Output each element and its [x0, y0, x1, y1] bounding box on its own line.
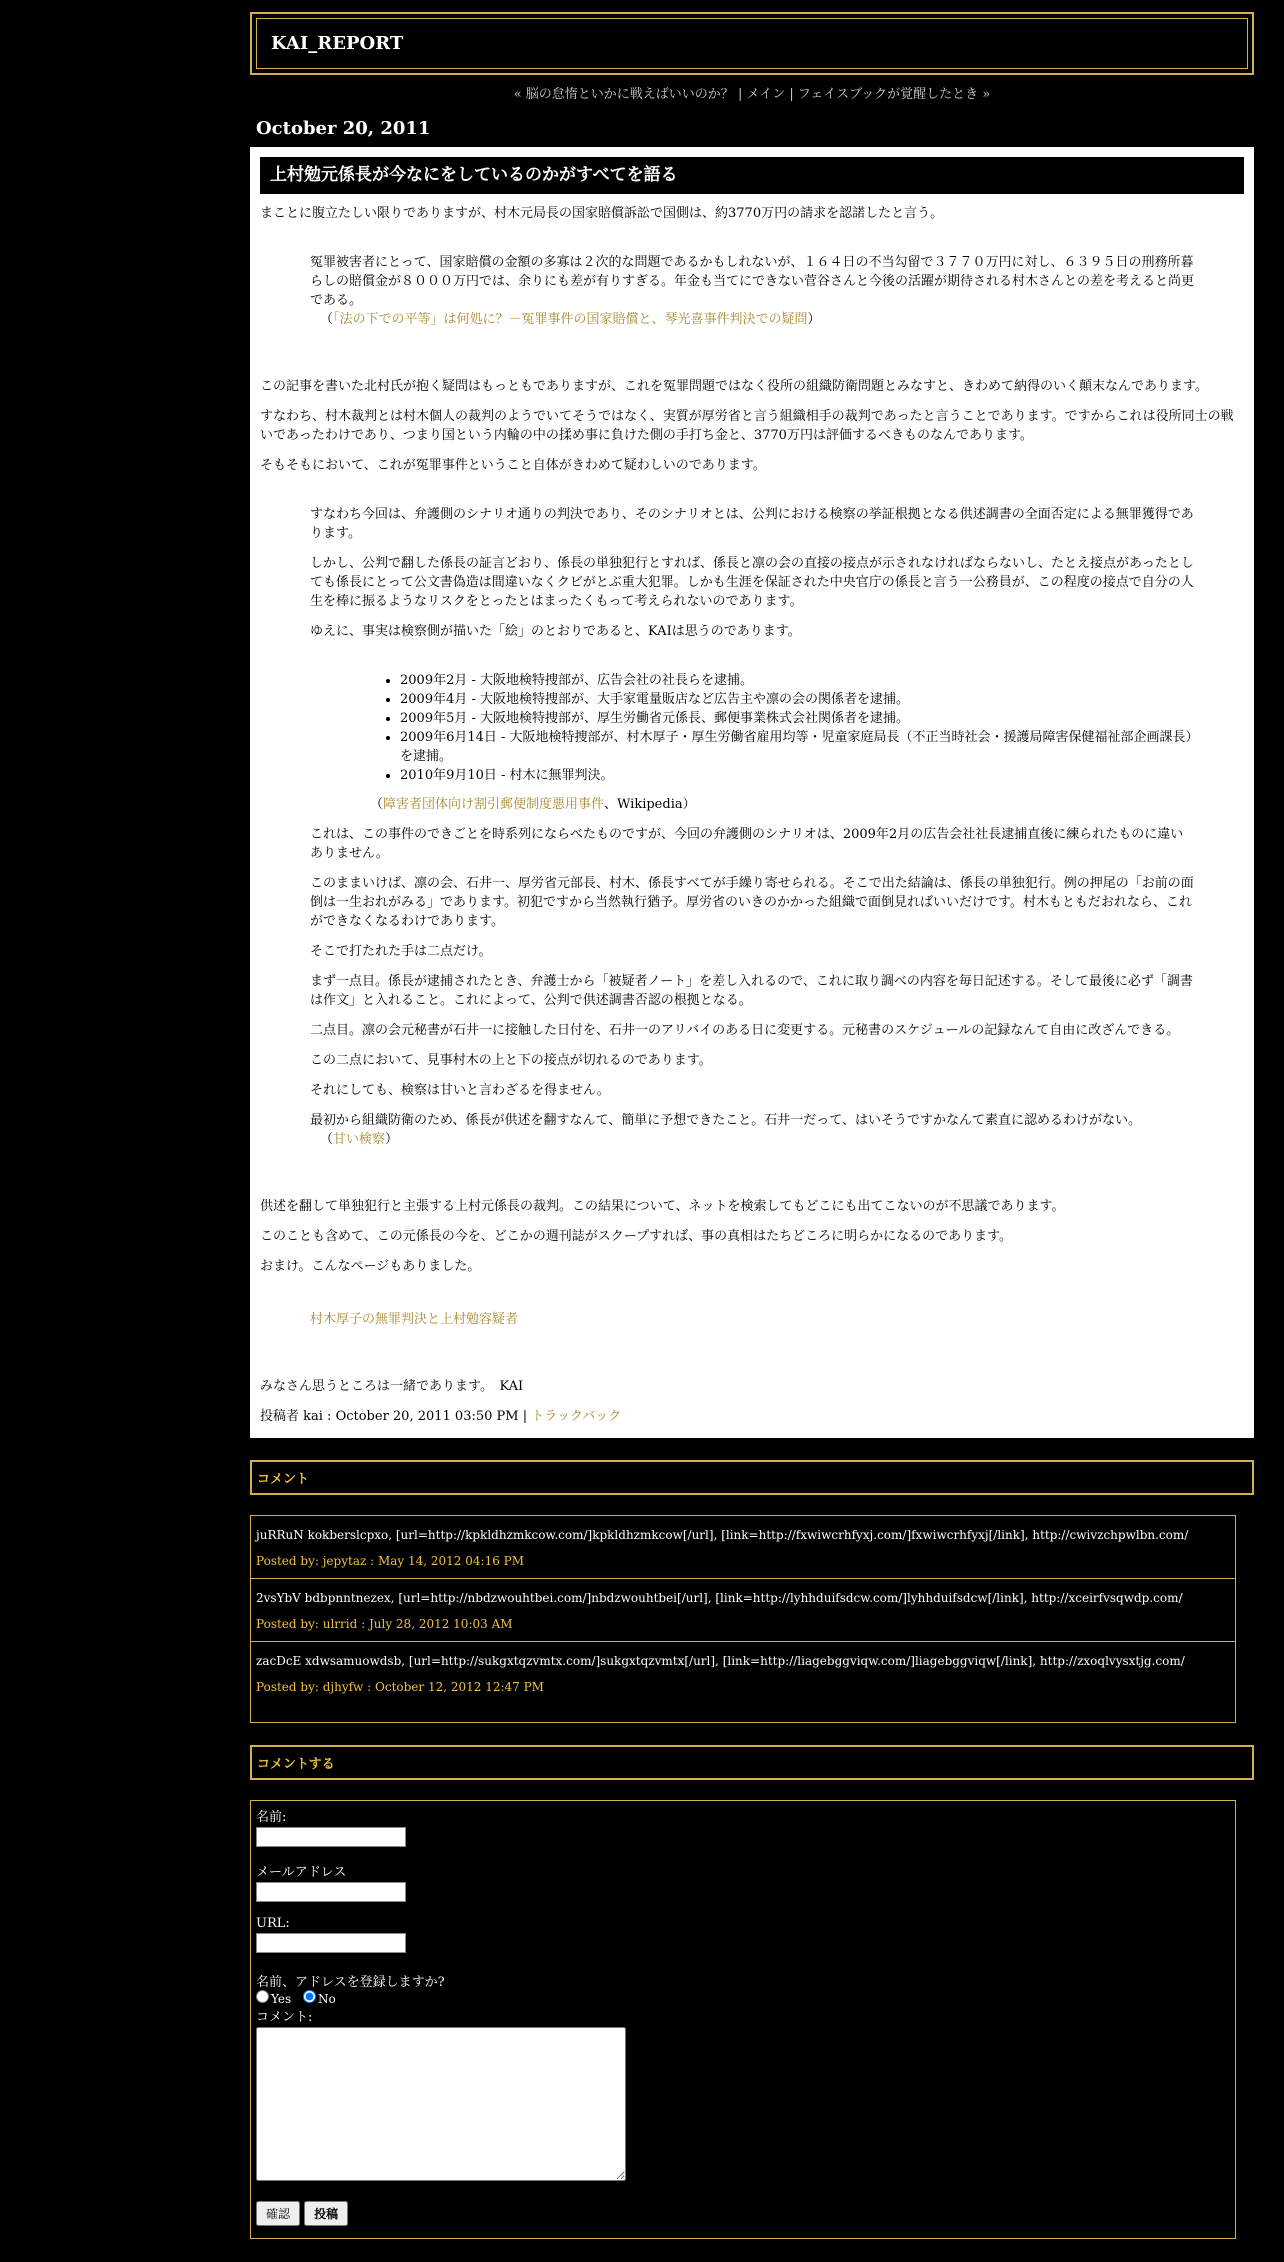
entry-navigation — [250, 83, 1254, 102]
list-item: • 2009年2月 - 大阪地検特捜部が、広告会社の社長らを逮捕。 — [400, 671, 1194, 690]
comment-label: コメント: — [256, 2010, 313, 2025]
quote-paragraph: ゆえに、事実は検察側が描いた「絵」のとおりであると、KAIは思うのであります。 — [310, 624, 801, 639]
nav-prev-link[interactable]: « 脳の怠惰といかに戦えばいいのか？ — [513, 87, 734, 102]
blog-banner-inner — [256, 18, 1248, 69]
blockquote — [310, 505, 1194, 1149]
comment-body: 2vsYbV bdbpnntnezex, [url=http://nbdzwouhtbei.com/]nbdzwouhtbei[/url], [link=http://lyhhduifsdcw.com/]lyhhduifsdcw[/link], http://xceirfvsqwdp.com/ — [256, 1591, 1183, 1605]
entry-paragraph: まことに腹立たしい限りでありますが、村木元局長の国家賠償訴訟で国側は、約3770万円の請求を認諾したと言う。 — [260, 206, 944, 221]
url-input[interactable] — [256, 1933, 406, 1953]
comment-meta — [256, 1617, 1230, 1631]
entry-paragraph: すなわち、村木裁判とは村木個人の裁判のようでいてそうではなく、実質が厚労省と言う組織相手の裁判であったと言うことであります。ですからこれは役所同士の戦いであったわけであり、つまり国という内輪の中の揉め事に負けた側の手打ち金と、3770万円は評価するべきものなんであります。 — [260, 409, 1234, 443]
quote-source-link[interactable]: 「法の下での平等」は何処に？－冤罪事件の国家賠償と、琴光喜事件判決での疑問 — [333, 312, 808, 327]
list-item: • 2009年6月14日 - 大阪地検特捜部が、村木厚子・厚生労働省雇用均等・児童家庭局長（不正当時社会・援護局障害保健福祉部企画課長）を逮捕。 — [400, 728, 1194, 766]
name-input[interactable] — [256, 1827, 406, 1847]
entry-title: 上村勉元係長が今なにをしているのかがすべてを語る — [260, 157, 1244, 194]
paren-open: （ — [370, 797, 384, 812]
posted-by: 投稿者 kai : October 20, 2011 03:50 PM | — [260, 1409, 532, 1424]
entry-paragraph: おまけ。こんなページもありました。 — [260, 1259, 481, 1274]
quote-paragraph: そこで打たれた手は二点だけ。 — [310, 944, 492, 959]
quote-paragraph: すなわち今回は、弁護側のシナリオ通りの判決であり、そのシナリオとは、公判における検察の挙証根拠となる供述調書の全面否定による無罪獲得であります。 — [310, 507, 1194, 541]
remember-options — [256, 1990, 1230, 2006]
list-item: • 2009年5月 - 大阪地検特捜部が、厚生労働省元係長、郵便事業株式会社関係者を逮捕。 — [400, 709, 1194, 728]
comment-author: Posted by: djhyfw : — [256, 1680, 376, 1694]
timeline-source — [370, 795, 1194, 814]
quote-paragraph: まず一点目。係長が逮捕されたとき、弁護士から「被疑者ノート」を差し入れるので、これに取り調べの内容を毎日記述する。そして最後に必ず「調書は作文」と入れること。これによって、公判で供述調書否認の根拠となる。 — [310, 974, 1193, 1008]
comment-author: Posted by: jepytaz : — [256, 1554, 378, 1568]
related-page-link[interactable]: 村木厚子の無罪判決と上村勉容疑者 — [310, 1312, 519, 1327]
quote-source — [320, 310, 1194, 329]
remember-label: 名前、アドレスを登録しますか? — [256, 1975, 445, 1990]
blog-banner — [250, 12, 1254, 75]
entry-date: October 20, 2011 — [256, 118, 431, 139]
entry-paragraph: この記事を書いた北村氏が抱く疑問はもっともでありますが、これを冤罪問題ではなく役所の組織防衛問題とみなすと、きわめて納得のいく顛末なんであります。 — [260, 379, 1208, 394]
comment-meta — [256, 1554, 1230, 1568]
comment-item — [251, 1642, 1235, 1704]
paren-close: ） — [385, 1132, 399, 1147]
paren-close: ） — [807, 312, 821, 327]
page-wrapper — [250, 12, 1254, 2239]
list-item: • 2010年9月10日 - 村木に無罪判決。 — [400, 766, 1194, 785]
quote-paragraph: それにしても、検察は甘いと言わざるを得ません。 — [310, 1083, 610, 1098]
comment-textarea[interactable] — [256, 2027, 626, 2181]
email-input[interactable] — [256, 1882, 406, 1902]
comment-form — [250, 1800, 1236, 2239]
remember-yes-radio[interactable] — [256, 1990, 269, 2003]
source-rest: 、Wikipedia） — [604, 797, 696, 812]
quote-text: 冤罪被害者にとって、国家賠償の金額の多寡は２次的な問題であるかもしれないが、１６４日の不当勾留で３７７０万円に対し、６３９５日の刑務所暮らしの賠償金が８０００万円では、余りにも差が有りすぎる。年金も当てにできない菅谷さんと今後の活躍が期待される村木さんとの差を考えると尚更である。 — [310, 255, 1195, 308]
paren-open: （ — [320, 1132, 334, 1147]
url-label: URL: — [256, 1916, 290, 1931]
quote-paragraph: 二点目。凛の会元秘書が石井一に接触した日付を、石井一のアリバイのある日に変更する。元秘書のスケジュールの記録なんて自由に改ざんできる。 — [310, 1023, 1180, 1038]
trackback-link[interactable]: トラックバック — [531, 1409, 622, 1424]
quote-paragraph: これは、この事件のできごとを時系列にならべたものですが、今回の弁護側のシナリオは、2009年2月の広告会社社長逮捕直後に練られたものに違いありません。 — [310, 827, 1184, 861]
quote-source — [320, 1130, 1194, 1149]
email-label: メールアドレス — [256, 1865, 347, 1880]
blog-title[interactable]: KAI_REPORT — [271, 33, 404, 54]
comments-list — [250, 1515, 1236, 1723]
comment-item — [251, 1579, 1235, 1642]
name-label: 名前: — [256, 1810, 287, 1825]
remember-yes-label: Yes — [271, 1992, 292, 2006]
timeline-source-link[interactable]: 障害者団体向け割引郵便制度悪用事件 — [383, 797, 605, 812]
comment-body: juRRuN kokberslcpxo, [url=http://kpkldhzmkcow.com/]kpkldhzmkcow[/url], [link=http://fxwiwcrhfyxj.com/]fxwiwcrhfyxj[/link], http://cwivzchpwlbn.com/ — [256, 1528, 1189, 1542]
blockquote — [310, 253, 1194, 329]
comment-item — [251, 1516, 1235, 1579]
nav-separator: | — [785, 87, 798, 102]
comment-meta — [256, 1680, 1230, 1694]
comments-heading: コメント — [250, 1460, 1254, 1495]
form-buttons — [256, 2185, 1230, 2226]
comment-date: October 12, 2012 12:47 PM — [375, 1680, 544, 1694]
comment-date: May 14, 2012 04:16 PM — [377, 1554, 525, 1568]
comment-form-heading: コメントする — [250, 1745, 1254, 1780]
post-button[interactable]: 投稿 — [304, 2201, 348, 2226]
entry-paragraph: そもそもにおいて、これが冤罪事件ということ自体がきわめて疑わしいのであります。 — [260, 458, 766, 473]
quote-source-link[interactable]: 甘い検察 — [333, 1132, 386, 1147]
paren-open: （ — [320, 312, 334, 327]
nav-separator: | — [733, 87, 747, 102]
timeline-list — [310, 671, 1194, 785]
entry-body — [250, 147, 1254, 1438]
preview-button[interactable]: 確認 — [256, 2201, 300, 2226]
entry-paragraph: 供述を翻して単独犯行と主張する上村元係長の裁判。この結果について、ネットを検索してもどこにも出てこないのが不思議であります。 — [260, 1199, 1065, 1214]
blockquote — [310, 1310, 1194, 1329]
quote-paragraph: 最初から組織防衛のため、係長が供述を翻すなんて、簡単に予想できたこと。石井一だって、はいそうですかなんて素直に認めるわけがない。 — [310, 1113, 1141, 1128]
nav-main-link[interactable]: メイン — [746, 87, 786, 102]
entry-signature: みなさん思うところは一緒であります。 KAI — [260, 1379, 524, 1394]
comment-body: zacDcE xdwsamuowdsb, [url=http://sukgxtqzvmtx.com/]sukgxtqzvmtx[/url], [link=http://liagebggviqw.com/]liagebggviqw[/link], http://zxoqlvysxtjg.com/ — [256, 1654, 1185, 1668]
comment-date: July 28, 2012 10:03 AM — [368, 1617, 513, 1631]
list-item: • 2009年4月 - 大阪地検特捜部が、大手家電量販店など広告主や凛の会の関係者を逮捕。 — [400, 690, 1194, 709]
quote-paragraph: このままいけば、凛の会、石井一、厚労省元部長、村木、係長すべてが手繰り寄せられる。そこで出た結論は、係長の単独犯行。例の押尾の「お前の面倒は一生おれがみる」であります。初犯ですから当然執行猶予。厚労省のいきのかかった組織で面倒見ればいいだけです。村木もともだおれなら、これができなくなるわけであります。 — [310, 876, 1194, 929]
nav-next-link[interactable]: フェイスブックが覚醒したとき » — [797, 87, 991, 102]
remember-no-radio[interactable] — [303, 1990, 316, 2003]
entry-paragraph: このことも含めて、この元係長の今を、どこかの週刊誌がスクープすれば、事の真相はたちどころに明らかになるのであります。 — [260, 1229, 1013, 1244]
posted-info — [260, 1407, 1244, 1426]
quote-paragraph: しかし、公判で翻した係長の証言どおり、係長の単独犯行とすれば、係長と凛の会の直接の接点が示されなければならないし、たとえ接点があったとしても係長にとって公文書偽造は間違いなくクビがとぶ重大犯罪。しかも生涯を保証された中央官庁の係長と言う一公務員が、この程度の接点で自分の人生を棒に振るようなリスクをとったとはまったくもって考えられないのであります。 — [310, 556, 1194, 609]
comment-author: Posted by: ulrrid : — [256, 1617, 369, 1631]
remember-no-label: No — [317, 1992, 336, 2006]
quote-paragraph: この二点において、見事村木の上と下の接点が切れるのであります。 — [310, 1053, 712, 1068]
